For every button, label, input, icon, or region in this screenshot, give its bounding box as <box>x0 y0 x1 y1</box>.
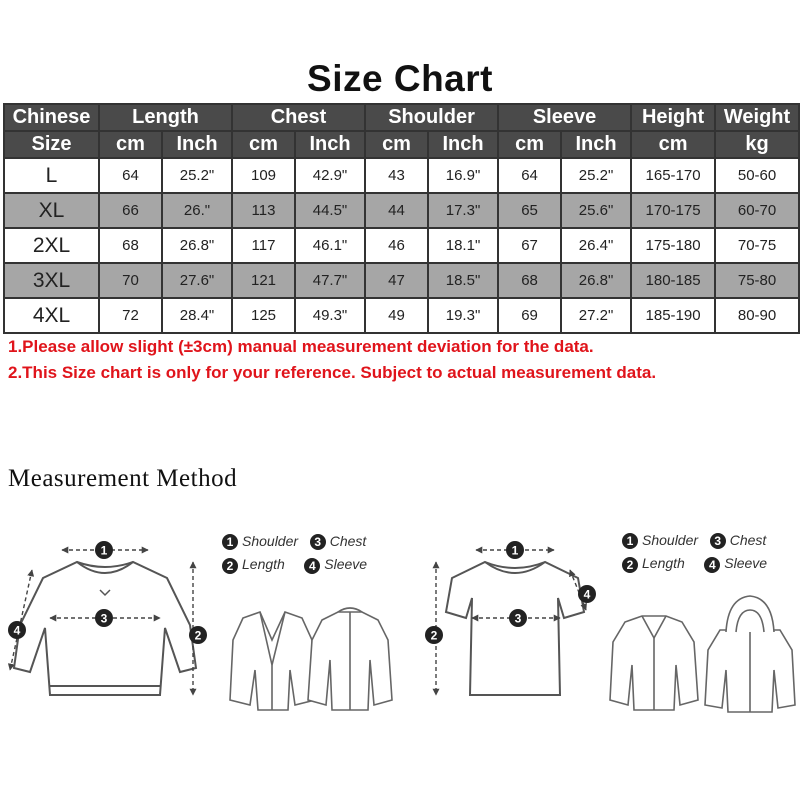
legend-shoulder: Shoulder <box>642 532 699 548</box>
table-cell: 109 <box>232 158 295 193</box>
table-cell: 17.3" <box>428 193 498 228</box>
col-header-length: Length <box>99 104 232 131</box>
svg-text:4: 4 <box>583 587 591 602</box>
unit-header: Inch <box>561 131 631 158</box>
table-cell: 27.6" <box>162 263 232 298</box>
table-row <box>4 263 799 298</box>
col-header-weight: Weight <box>715 104 799 131</box>
table-cell: 18.5" <box>428 263 498 298</box>
table-cell: 18.1" <box>428 228 498 263</box>
table-cell: 65 <box>498 193 561 228</box>
badge-3-icon: 3 <box>710 533 726 549</box>
size-cell: XL <box>4 193 99 228</box>
size-cell: L <box>4 158 99 193</box>
table-cell: 44.5" <box>295 193 365 228</box>
table-row <box>4 298 799 333</box>
svg-text:4: 4 <box>13 623 21 638</box>
svg-text:3: 3 <box>100 611 108 626</box>
long-sleeve-shirt-diagram-icon <box>14 562 196 695</box>
unit-header: cm <box>232 131 295 158</box>
table-cell: 19.3" <box>428 298 498 333</box>
table-cell: 25.6" <box>561 193 631 228</box>
svg-text:2: 2 <box>194 628 202 643</box>
table-cell: 50-60 <box>715 158 799 193</box>
table-cell: 25.2" <box>162 158 232 193</box>
table-cell: 125 <box>232 298 295 333</box>
table-cell: 16.9" <box>428 158 498 193</box>
table-cell: 64 <box>498 158 561 193</box>
legend-shoulder: Shoulder <box>242 533 299 549</box>
table-cell: 113 <box>232 193 295 228</box>
unit-header: cm <box>99 131 162 158</box>
table-cell: 68 <box>99 228 162 263</box>
unit-header: cm <box>631 131 715 158</box>
table-cell: 26." <box>162 193 232 228</box>
table-row <box>4 158 799 193</box>
badge-4-icon: 4 <box>304 558 320 574</box>
size-cell: 4XL <box>4 298 99 333</box>
page-title: Size Chart <box>307 58 493 99</box>
badge-1-icon: 1 <box>622 533 638 549</box>
table-cell: 49 <box>365 298 428 333</box>
table-cell: 117 <box>232 228 295 263</box>
legend-chest: Chest <box>729 532 767 548</box>
size-chart-table <box>3 103 800 334</box>
badge-3-icon: 3 <box>310 534 326 550</box>
table-cell: 170-175 <box>631 193 715 228</box>
svg-text:1: 1 <box>100 543 108 558</box>
button-shirt-icon <box>610 616 698 710</box>
table-cell: 180-185 <box>631 263 715 298</box>
table-cell: 70 <box>99 263 162 298</box>
table-cell: 25.2" <box>561 158 631 193</box>
legend-length: Length <box>642 555 685 572</box>
table-cell: 72 <box>99 298 162 333</box>
table-cell: 28.4" <box>162 298 232 333</box>
unit-header: cm <box>365 131 428 158</box>
table-cell: 75-80 <box>715 263 799 298</box>
t-shirt-diagram-icon <box>446 562 584 695</box>
col-header-chest: Chest <box>232 104 365 131</box>
svg-text:1: 1 <box>511 543 519 558</box>
table-cell: 44 <box>365 193 428 228</box>
unit-header: Size <box>4 131 99 158</box>
unit-header: kg <box>715 131 799 158</box>
size-cell: 3XL <box>4 263 99 298</box>
unit-header: Inch <box>162 131 232 158</box>
table-cell: 26.8" <box>162 228 232 263</box>
table-cell: 26.8" <box>561 263 631 298</box>
table-cell: 67 <box>498 228 561 263</box>
header-row-top <box>4 104 799 131</box>
badge-1-icon: 1 <box>222 534 238 550</box>
badge-2-icon: 2 <box>222 558 238 574</box>
table-cell: 175-180 <box>631 228 715 263</box>
badge-2-icon: 2 <box>622 557 638 573</box>
col-header-sleeve: Sleeve <box>498 104 631 131</box>
table-cell: 69 <box>498 298 561 333</box>
table-cell: 27.2" <box>561 298 631 333</box>
table-cell: 60-70 <box>715 193 799 228</box>
measurement-method-title: Measurement Method <box>8 465 238 492</box>
table-cell: 80-90 <box>715 298 799 333</box>
table-row <box>4 228 799 263</box>
col-header-shoulder: Shoulder <box>365 104 498 131</box>
table-row <box>4 193 799 228</box>
note-deviation: 1.Please allow slight (±3cm) manual measurement deviation for the data. <box>8 337 594 356</box>
col-header-chinese: Chinese <box>4 104 99 131</box>
legend-sleeve: Sleeve <box>724 555 768 572</box>
legend-length: Length <box>242 556 285 573</box>
table-cell: 26.4" <box>561 228 631 263</box>
table-cell: 46.1" <box>295 228 365 263</box>
table-cell: 47 <box>365 263 428 298</box>
table-cell: 42.9" <box>295 158 365 193</box>
svg-text:2: 2 <box>430 628 438 643</box>
unit-header: Inch <box>295 131 365 158</box>
table-cell: 43 <box>365 158 428 193</box>
table-cell: 49.3" <box>295 298 365 333</box>
table-cell: 121 <box>232 263 295 298</box>
table-cell: 70-75 <box>715 228 799 263</box>
table-cell: 64 <box>99 158 162 193</box>
legend-chest: Chest <box>329 533 367 549</box>
legend-left <box>222 533 367 574</box>
table-cell: 165-170 <box>631 158 715 193</box>
table-cell: 185-190 <box>631 298 715 333</box>
hoodie-icon <box>705 596 795 712</box>
zip-jacket-icon <box>308 608 392 710</box>
unit-header: Inch <box>428 131 498 158</box>
col-header-height: Height <box>631 104 715 131</box>
svg-text:3: 3 <box>514 611 522 626</box>
legend-right <box>622 532 767 573</box>
note-reference: 2.This Size chart is only for your reference. Subject to actual measurement data. <box>8 363 657 382</box>
legend-sleeve: Sleeve <box>324 556 368 573</box>
blazer-icon <box>230 612 315 710</box>
table-cell: 47.7" <box>295 263 365 298</box>
header-row-units <box>4 131 799 158</box>
table-cell: 68 <box>498 263 561 298</box>
size-cell: 2XL <box>4 228 99 263</box>
badge-4-icon: 4 <box>704 557 720 573</box>
table-cell: 46 <box>365 228 428 263</box>
table-cell: 66 <box>99 193 162 228</box>
unit-header: cm <box>498 131 561 158</box>
